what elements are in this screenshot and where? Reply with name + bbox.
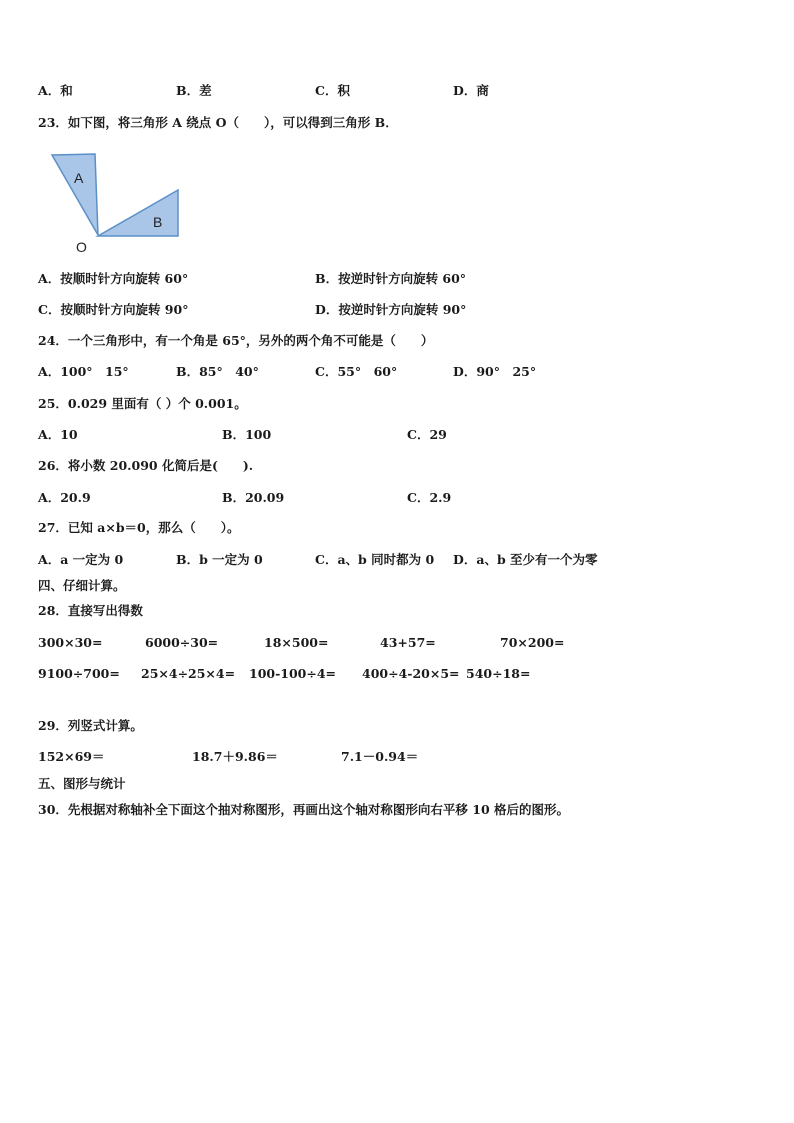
q23-option-a: A．按顺时针方向旋转 60° [38, 271, 189, 286]
q25-option-a: A．10 [38, 427, 78, 442]
q28-expr-8: 100-100÷4= [249, 666, 337, 681]
triangle-b-label: B [153, 214, 163, 230]
triangle-a-label: A [74, 170, 84, 186]
q27-option-d: D．a、b 至少有一个为零 [453, 552, 598, 567]
q28-expr-6: 9100÷700= [38, 666, 120, 681]
q23-option-b: B．按逆时针方向旋转 60° [315, 271, 467, 286]
triangle-b [98, 190, 178, 236]
point-o-label: O [76, 239, 87, 255]
q24-option-d: D．90° 25° [453, 364, 537, 379]
q28-stem: 28．直接写出得数 [38, 603, 143, 618]
q28-expr-3: 18×500= [264, 635, 329, 650]
q28-expr-9: 400÷4-20×5= [362, 666, 460, 681]
q28-expr-4: 43+57= [380, 635, 436, 650]
q28-expr-2: 6000÷30= [145, 635, 219, 650]
q29-item-2: 18.7＋9.86＝ [192, 749, 278, 764]
q26-option-a: A．20.9 [38, 490, 91, 505]
q22-option-c: C．积 [315, 83, 350, 98]
q28-expr-10: 540÷18= [466, 666, 531, 681]
q24-option-c: C．55° 60° [315, 364, 398, 379]
q28-expr-1: 300×30= [38, 635, 103, 650]
q22-option-a: A．和 [38, 83, 73, 98]
triangle-a [52, 154, 98, 235]
q29-stem: 29．列竖式计算。 [38, 718, 143, 733]
q28-expr-5: 70×200= [500, 635, 565, 650]
q22-option-b: B．差 [176, 83, 212, 98]
q26-option-b: B．20.09 [222, 490, 285, 505]
q24-option-a: A．100° 15° [38, 364, 129, 379]
q25-option-c: C．29 [407, 427, 447, 442]
q22-option-d: D．商 [453, 83, 489, 98]
q27-stem: 27．已知 a×b＝0，那么（ ）。 [38, 520, 240, 535]
section-four-heading: 四、仔细计算。 [38, 578, 126, 593]
rotation-figure [40, 148, 200, 258]
q25-option-b: B．100 [222, 427, 272, 442]
q24-option-b: B．85° 40° [176, 364, 259, 379]
q27-option-a: A．a 一定为 0 [38, 552, 124, 567]
q25-stem: 25．0.029 里面有（ ）个 0.001。 [38, 396, 247, 411]
q26-stem: 26．将小数 20.090 化简后是( ). [38, 458, 254, 473]
q23-option-d: D．按逆时针方向旋转 90° [315, 302, 467, 317]
q27-option-c: C．a、b 同时都为 0 [315, 552, 435, 567]
q29-item-3: 7.1－0.94＝ [341, 749, 419, 764]
q26-option-c: C．2.9 [407, 490, 452, 505]
q23-stem: 23．如下图，将三角形 A 绕点 O（ ），可以得到三角形 B． [38, 115, 398, 130]
q27-option-b: B．b 一定为 0 [176, 552, 263, 567]
q24-stem: 24．一个三角形中，有一个角是 65°，另外的两个角不可能是（ ） [38, 333, 434, 348]
section-five-heading: 五、图形与统计 [38, 776, 126, 791]
q30-stem: 30．先根据对称轴补全下面这个抽对称图形，再画出这个轴对称图形向右平移 10 格后的图形。 [38, 802, 569, 817]
q28-expr-7: 25×4÷25×4= [141, 666, 236, 681]
q29-item-1: 152×69＝ [38, 749, 105, 764]
q23-option-c: C．按顺时针方向旋转 90° [38, 302, 189, 317]
